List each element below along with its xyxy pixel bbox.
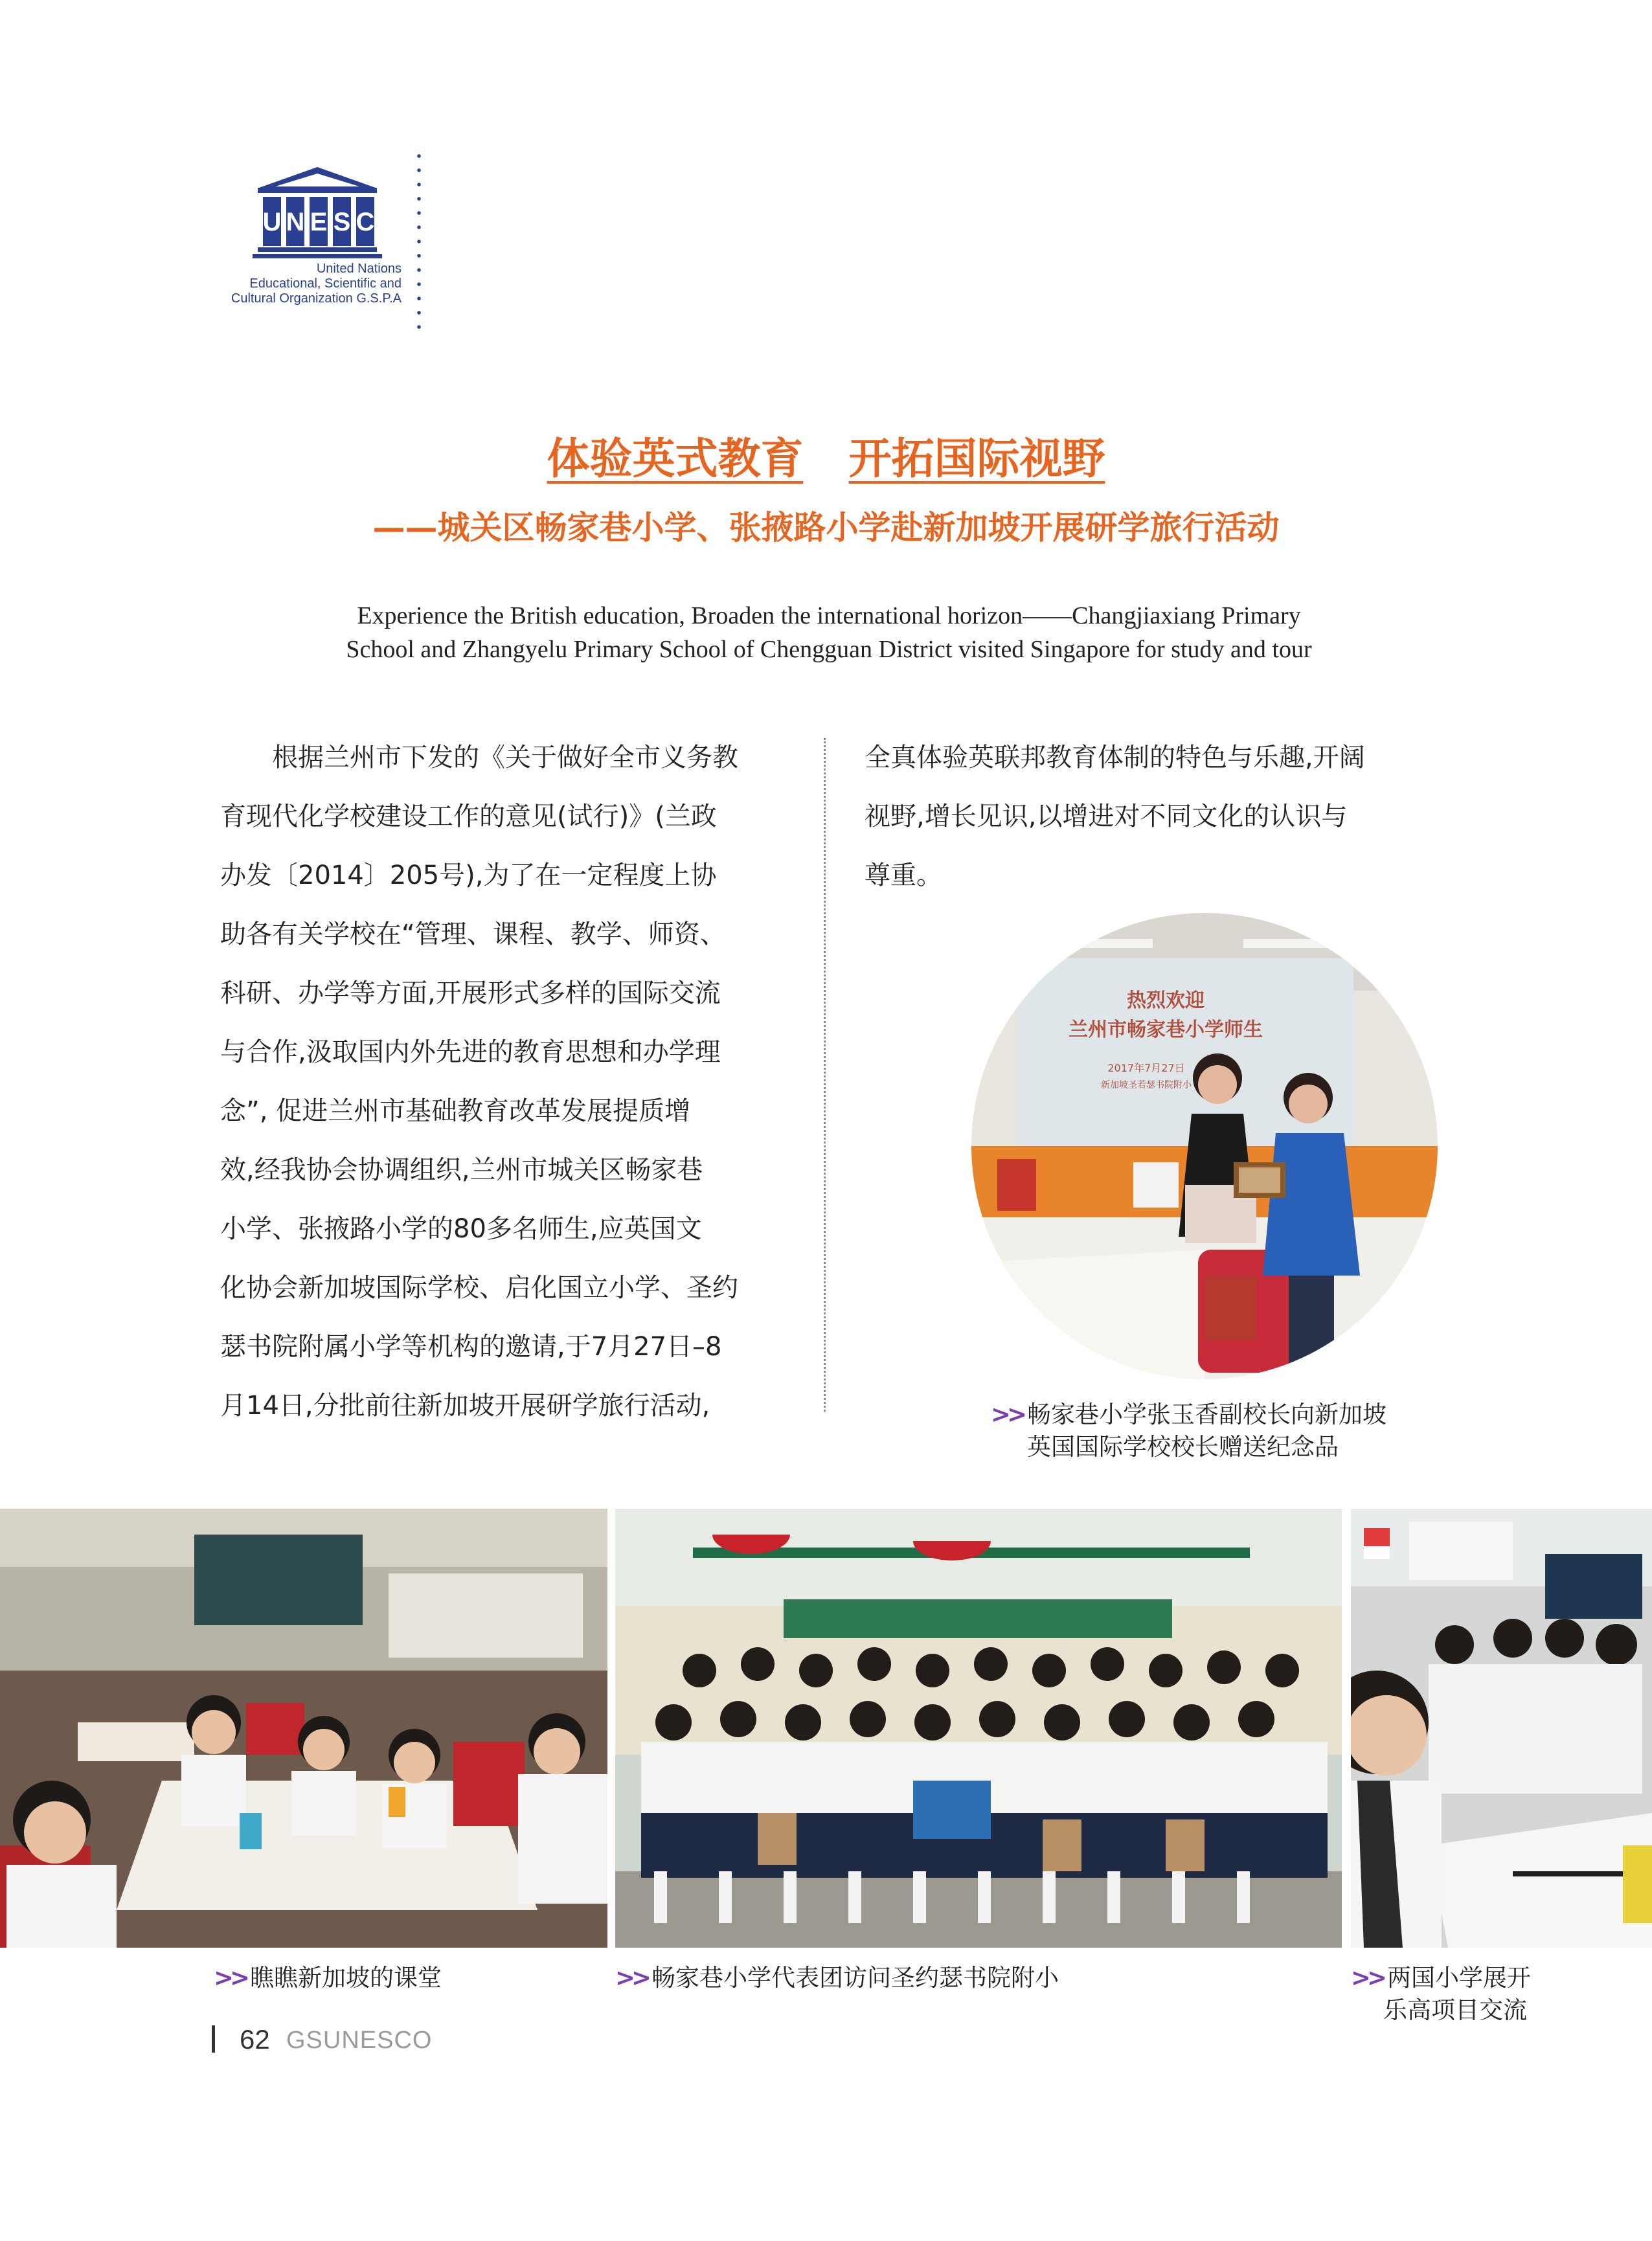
- title-part-1: 体验英式教育: [547, 434, 804, 484]
- org-line: Educational, Scientific and: [249, 276, 402, 291]
- footer-bar: [212, 2025, 215, 2053]
- english-subtitle-line: Experience the British education, Broaden the international horizon——Changjiaxiang Primary: [357, 602, 1301, 629]
- org-line: Cultural Organization G.S.P.A: [231, 291, 402, 306]
- article-title: [0, 424, 1652, 486]
- body-line: 月14日,分批前往新加坡开展研学旅行活动,: [220, 1391, 710, 1421]
- caption-delegation-group: [615, 1962, 1059, 1994]
- caption-line: 畅家巷小学代表团访问圣约瑟书院附小: [651, 1964, 1059, 1992]
- body-column-right: [865, 728, 1447, 905]
- caption-line: 畅家巷小学张玉香副校长向新加坡: [1027, 1401, 1387, 1428]
- caption-line: 瞧瞧新加坡的课堂: [250, 1964, 442, 1992]
- column-divider: [824, 738, 826, 1412]
- page-number: 62: [240, 2024, 270, 2055]
- caption-line: 两国小学展开: [1387, 1964, 1532, 1992]
- unesco-temple-icon: [220, 162, 414, 265]
- svg-text:E: E: [310, 208, 328, 236]
- article-subtitle: ——城关区畅家巷小学、张掖路小学赴新加坡开展研学旅行活动: [372, 509, 1280, 546]
- org-line: United Nations: [316, 262, 402, 276]
- title-part-2: 开拓国际视野: [848, 434, 1105, 484]
- photo-delegation-group: [615, 1509, 1342, 1948]
- photo-gift-presentation: [971, 913, 1438, 1379]
- unesco-org-name: [214, 262, 402, 306]
- caption-lego-exchange: [1351, 1962, 1531, 2027]
- body-line: 小学、张掖路小学的80多名师生,应英国文: [220, 1214, 702, 1244]
- body-line: 育现代化学校建设工作的意见(试行)》(兰政: [220, 802, 717, 831]
- body-column-left: [220, 728, 784, 1436]
- banner-line: 2017年7月27日: [1107, 1062, 1185, 1074]
- svg-text:U: U: [262, 208, 282, 236]
- body-line: 根据兰州市下发的《关于做好全市义务教: [272, 743, 738, 772]
- banner-line: 热烈欢迎: [1127, 989, 1205, 1012]
- svg-text:C: C: [356, 208, 375, 236]
- dotted-separator: [417, 149, 421, 337]
- caption-arrow-icon: >>: [214, 1964, 247, 1992]
- body-line: 瑟书院附属小学等机构的邀请,于7月27日–8: [220, 1332, 722, 1362]
- banner-line: 新加坡圣若瑟书院附小: [1101, 1080, 1192, 1090]
- caption-arrow-icon: >>: [615, 1964, 648, 1992]
- svg-text:N: N: [286, 208, 305, 236]
- photo-classroom: [0, 1509, 607, 1948]
- body-line: 化协会新加坡国际学校、启化国立小学、圣约: [220, 1273, 738, 1303]
- body-line: 助各有关学校在“管理、课程、教学、师资、: [220, 919, 726, 949]
- body-line: 尊重。: [865, 861, 942, 890]
- caption-classroom: [214, 1962, 442, 1994]
- english-subtitle-line: School and Zhangyelu Primary School of Chengguan District visited Singapore for study and tour: [346, 636, 1312, 663]
- body-line: 科研、办学等方面,开展形式多样的国际交流: [220, 978, 721, 1008]
- body-line: 与合作,汲取国内外先进的教育思想和办学理: [220, 1037, 721, 1067]
- body-line: 办发〔2014〕205号),为了在一定程度上协: [220, 861, 717, 890]
- caption-line: 乐高项目交流: [1383, 1996, 1527, 2024]
- banner-line: 兰州市畅家巷小学师生: [1069, 1019, 1263, 1041]
- magazine-name: GSUNESCO: [286, 2027, 433, 2054]
- caption-arrow-icon: >>: [991, 1401, 1024, 1428]
- body-line: 念”, 促进兰州市基础教育改革发展提质增: [220, 1096, 691, 1126]
- english-subtitle: [272, 599, 1386, 666]
- photo-lego-exchange: [1351, 1509, 1652, 1948]
- caption-gift-presentation: [991, 1399, 1386, 1463]
- caption-arrow-icon: >>: [1351, 1964, 1384, 1992]
- body-line: 全真体验英联邦教育体制的特色与乐趣,开阔: [865, 743, 1365, 772]
- body-line: 效,经我协会协调组织,兰州市城关区畅家巷: [220, 1155, 703, 1185]
- svg-text:S: S: [333, 208, 351, 236]
- body-line: 视野,增长见识,以增进对不同文化的认识与: [865, 802, 1348, 831]
- caption-line: 英国国际学校校长赠送纪念品: [1027, 1433, 1339, 1461]
